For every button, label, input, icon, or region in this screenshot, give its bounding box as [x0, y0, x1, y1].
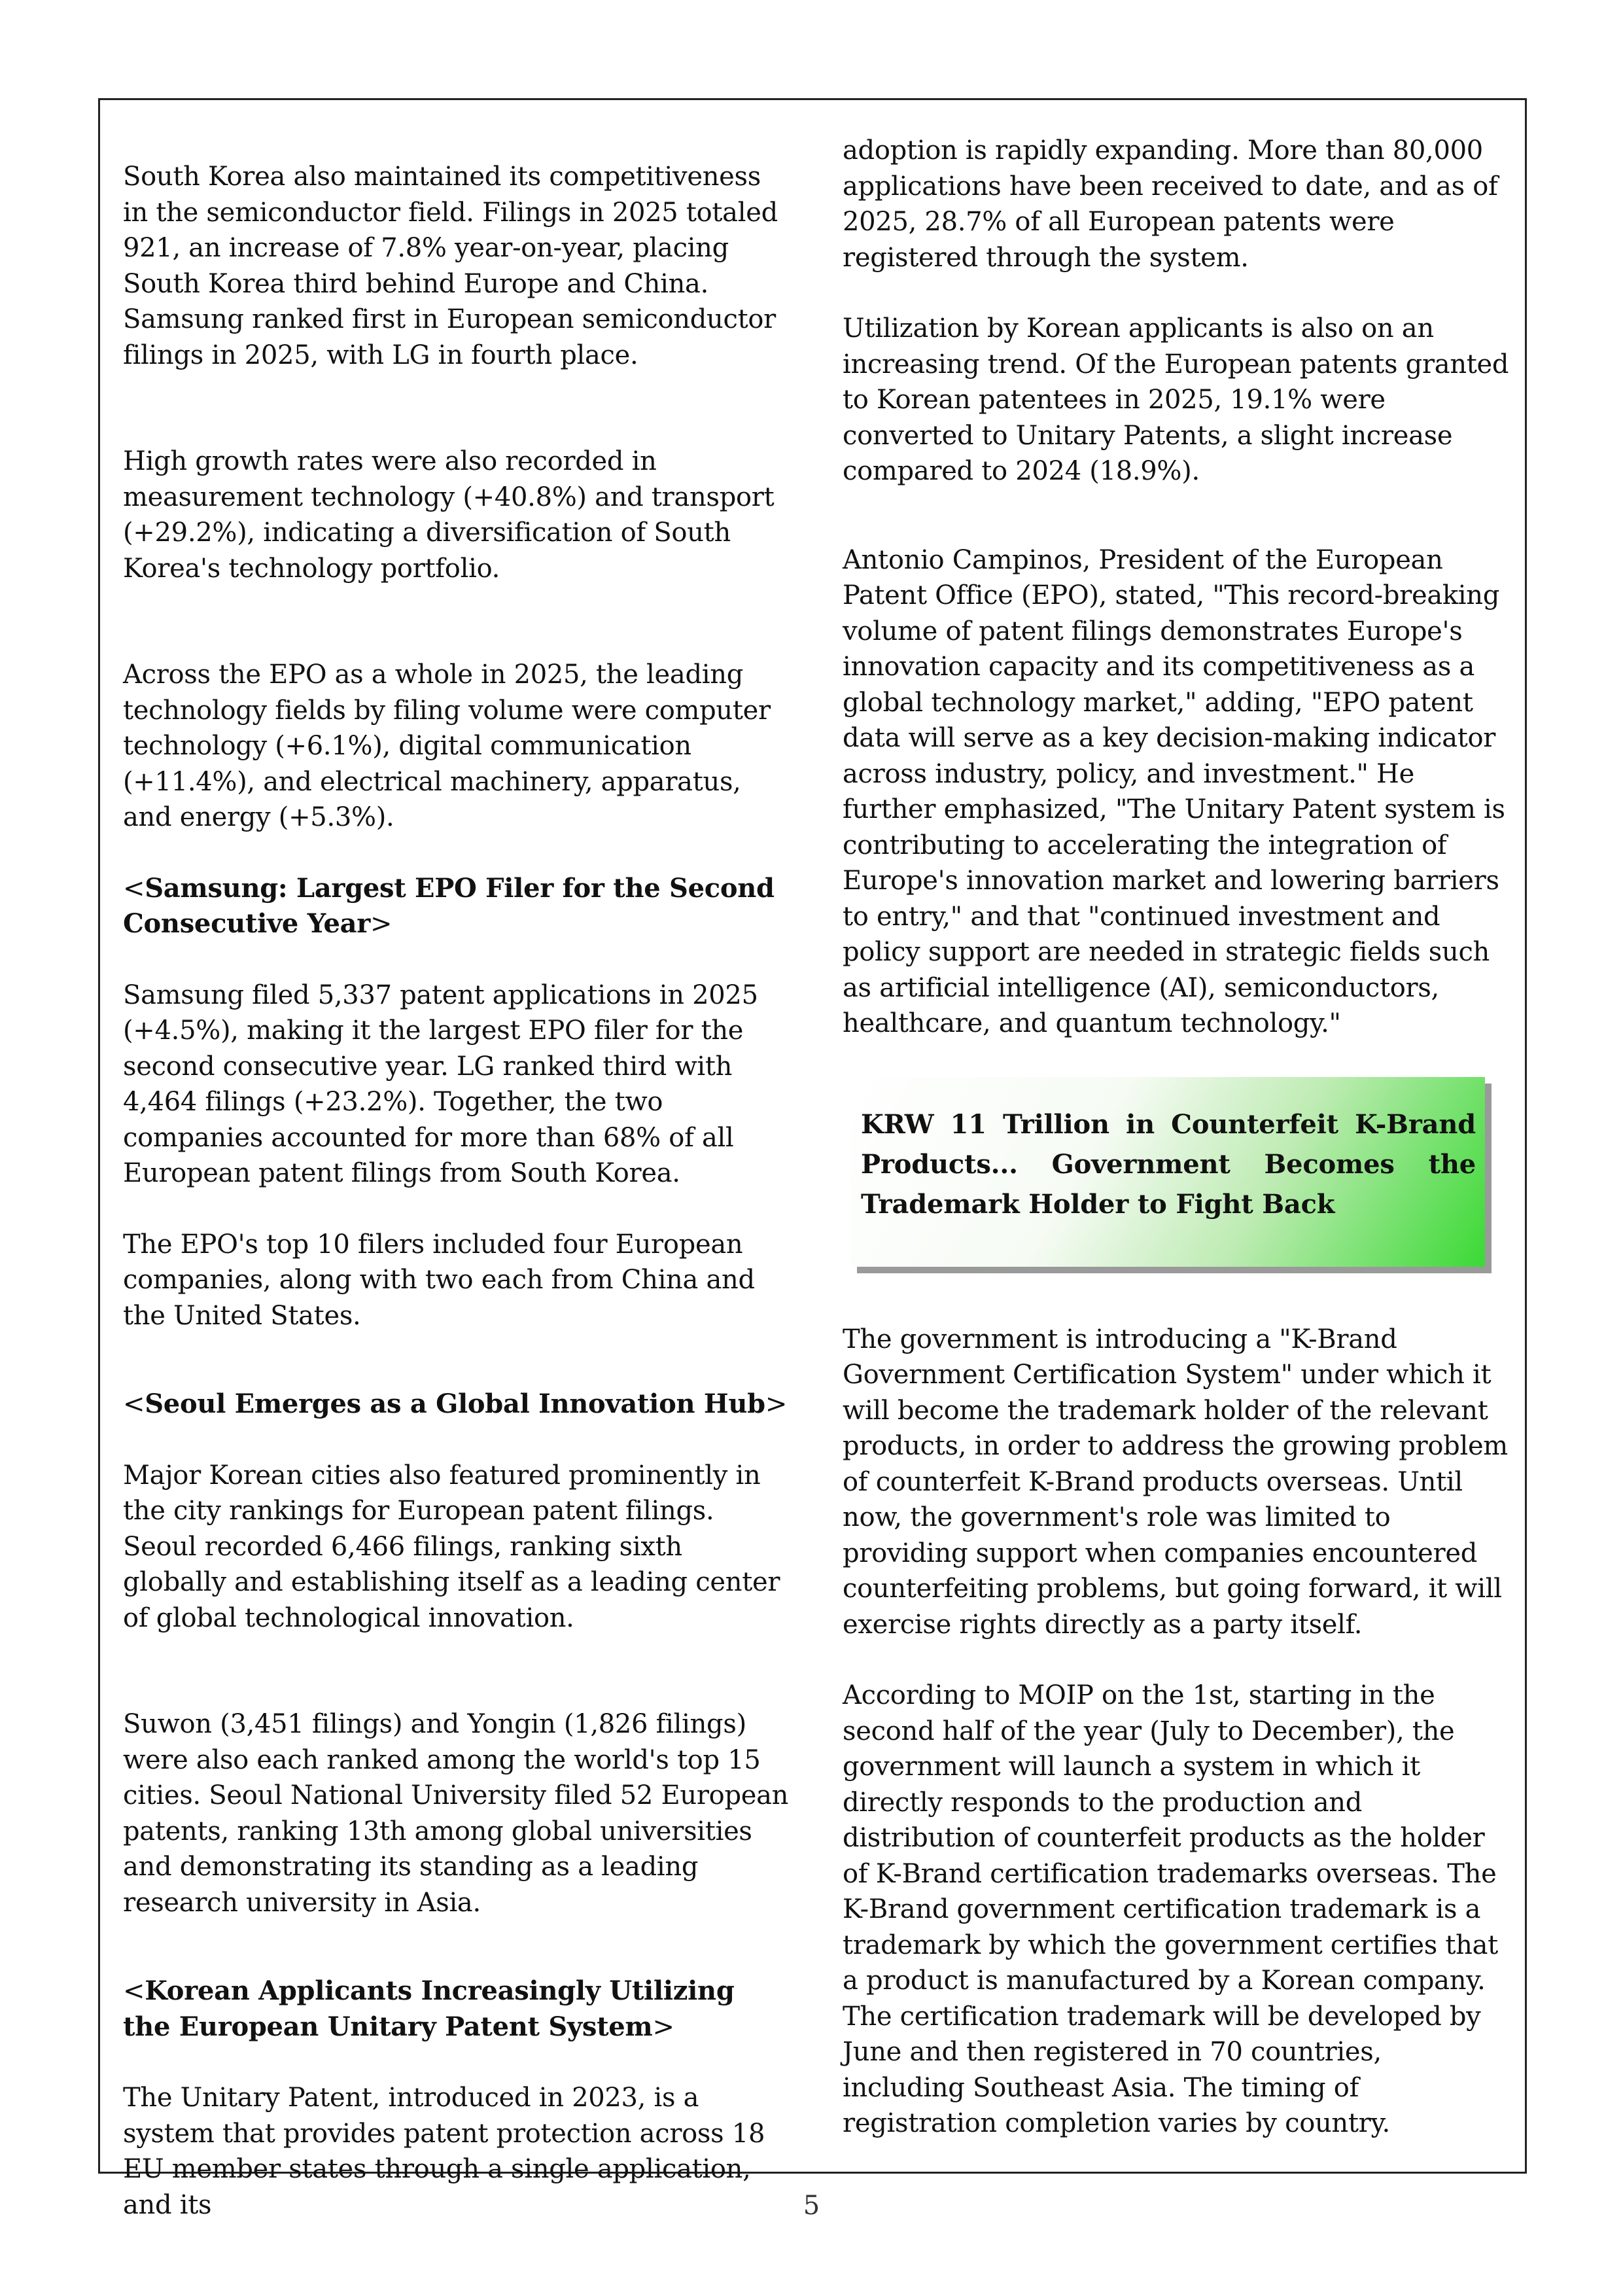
section-heading: <Samsung: Largest EPO Filer for the Second Consecutive Year>: [123, 872, 775, 939]
paragraph: The Unitary Patent, introduced in 2023, is a system that provides patent protection across 18 EU member states through a single application, and its: [123, 2083, 765, 2220]
headline-box-background: [850, 1077, 1485, 1267]
headline-box: [850, 1077, 1485, 1267]
paragraph: According to MOIP on the 1st, starting in the second half of the year (July to December), the government will launch a system in which it directly responds to the production and distribution of counterfeit products as the holder of K-Brand certification trademarks overseas. The K-Brand government certification trademark is a trademark by which the government certifies that a product is manufactured by a Korean company. The certification trademark will be developed by June and then registered in 70 countries, including Southeast Asia. The timing of registration completion varies by country.: [843, 1680, 1498, 2138]
paragraph: Suwon (3,451 filings) and Yongin (1,826 filings) were also each ranked among the world's top 15 cities. Seoul National University filed 52 European patents, ranking 13th among global universities and demonstrating its standing as a leading research university in Asia.: [123, 1709, 789, 1918]
paragraph: High growth rates were also recorded in measurement technology (+40.8%) and transport (+29.2%), indicating a diversification of South Korea's technology portfolio.: [123, 446, 775, 584]
paragraph: Samsung filed 5,337 patent applications in 2025 (+4.5%), making it the largest EPO filer for the second consecutive year. LG ranked third with 4,464 filings (+23.2%). Together, the two companies accounted for more than 68% of all European patent filings from South Korea.: [123, 980, 758, 1188]
section-heading-text: Seoul Emerges as a Global Innovation Hub: [145, 1388, 765, 1419]
paragraph: The EPO's top 10 filers included four European companies, along with two each from China and the United States.: [123, 1229, 755, 1331]
page-number: 5: [803, 2191, 820, 2221]
page-frame: [98, 98, 1527, 2220]
paragraph: adoption is rapidly expanding. More than 80,000 applications have been received to date, and as of 2025, 28.7% of all European patents were registered through the system.: [843, 135, 1498, 273]
section-heading: <Korean Applicants Increasingly Utilizing the European Unitary Patent System>: [123, 1975, 735, 2042]
paragraph: Antonio Campinos, President of the European Patent Office (EPO), stated, "This record-breaking volume of patent filings demonstrates Europe's innovation capacity and its competitiveness as a global technology market," adding, "EPO patent data will serve as a key decision-making indicator across industry, policy, and investment." He further emphasized, "The Unitary Patent system is contributing to accelerating the integration of Europe's innovation market and lowering barriers to entry," and that "continued investment and policy support are needed in strategic fields such as artificial intelligence (AI), semiconductors, healthcare, and quantum technology.": [843, 544, 1505, 1038]
headline-title: KRW 11 Trillion in Counterfeit K-Brand Products... Government Becomes the Trademark Holder to Fight Back: [861, 1108, 1476, 1220]
paragraph: Utilization by Korean applicants is also on an increasing trend. Of the European patents granted to Korean patentees in 2025, 19.1% were converted to Unitary Patents, a slight increase compared to 2024 (18.9%).: [843, 313, 1509, 486]
paragraph: Major Korean cities also featured prominently in the city rankings for European patent filings. Seoul recorded 6,466 filings, ranking sixth globally and establishing itself as a leading center of global technological innovation.: [123, 1460, 780, 1633]
section-heading: <Seoul Emerges as a Global Innovation Hub>: [123, 1388, 788, 1419]
left-column: [123, 133, 790, 2223]
section-heading-text: Samsung: Largest EPO Filer for the Second Consecutive Year: [123, 872, 775, 939]
paragraph: The government is introducing a "K-Brand Government Certification System" under which it will become the trademark holder of the relevant products, in order to address the growing problem of counterfeit K-Brand products overseas. Until now, the government's role was limited to providing support when companies encountered counterfeiting problems, but going forward, it will exercise rights directly as a party itself.: [843, 1324, 1508, 1640]
section-heading-text: Korean Applicants Increasingly Utilizing the European Unitary Patent System: [123, 1975, 735, 2042]
paragraph: South Korea also maintained its competitiveness in the semiconductor field. Filings in 2025 totaled 921, an increase of 7.8% year-on-year, placing South Korea third behind Europe and China. Samsung ranked first in European semiconductor filings in 2025, with LG in fourth place.: [123, 162, 778, 370]
right-column: [843, 133, 1510, 2142]
paragraph: Across the EPO as a whole in 2025, the leading technology fields by filing volume were computer technology (+6.1%), digital communication (+11.4%), and electrical machinery, apparatus, and energy (+5.3%).: [123, 660, 771, 832]
